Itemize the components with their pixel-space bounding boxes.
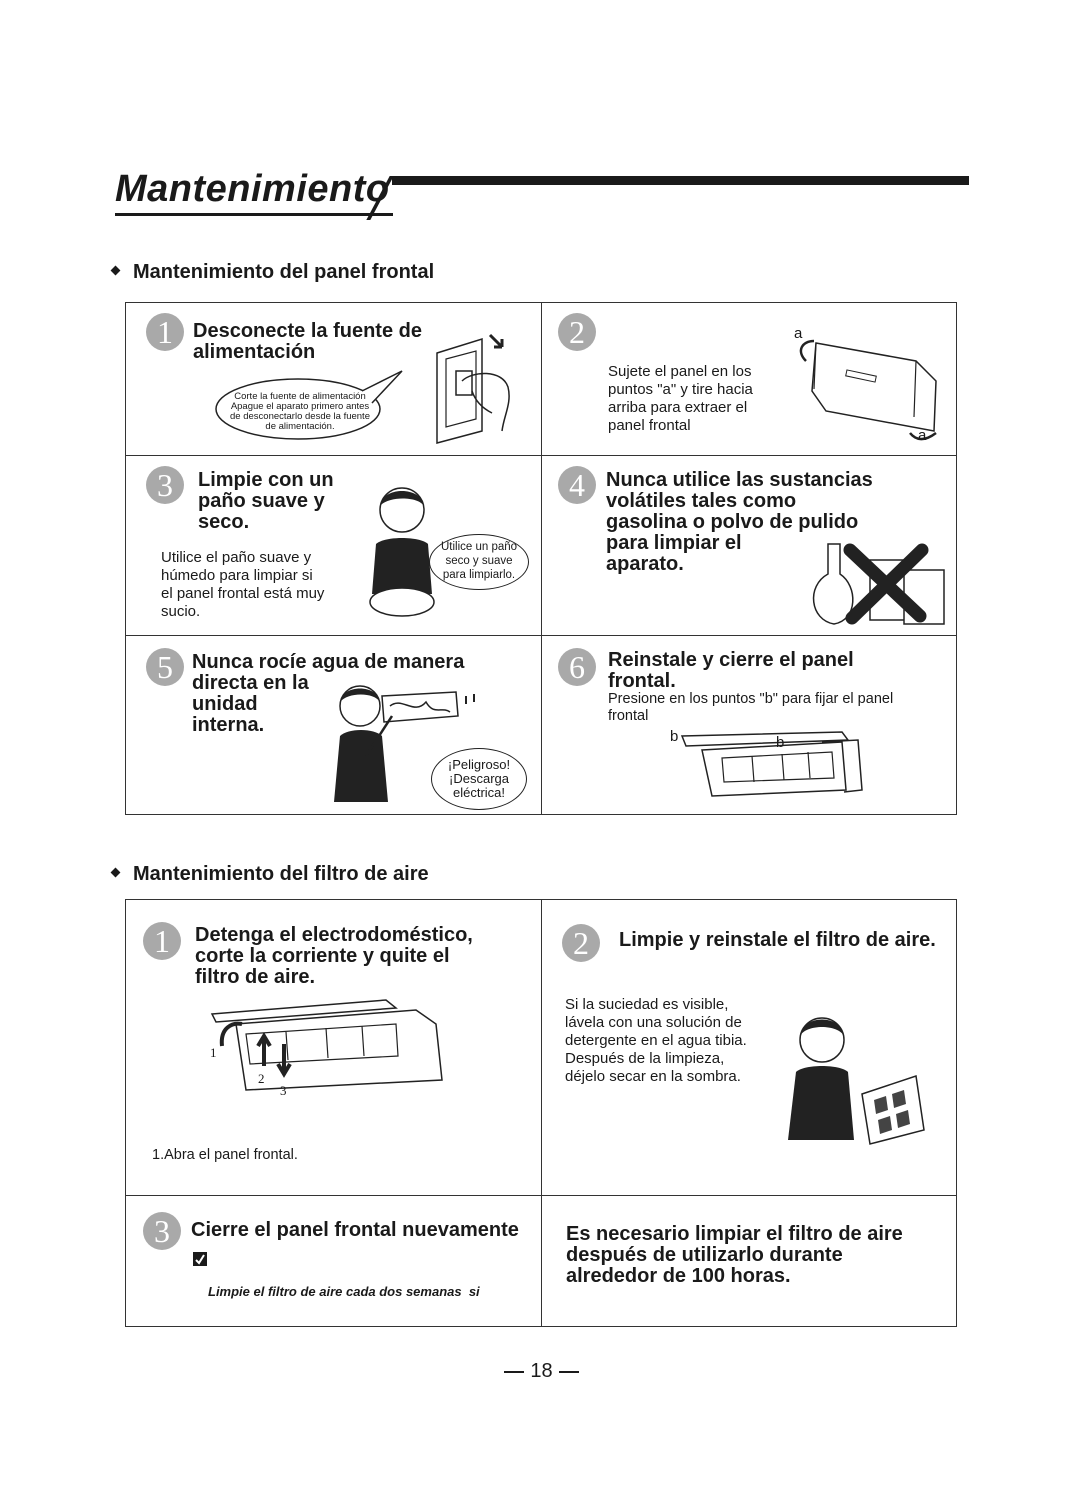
step-title: Limpie y reinstale el filtro de aire. [619,929,936,951]
power-outlet-hand-icon [432,331,532,451]
step-number: 3 [146,466,184,504]
front-step-5 [125,635,542,815]
title-underline [115,213,393,216]
bullet-icon [111,868,121,878]
diagram-label-1: 1 [210,1045,217,1060]
page-title: Mantenimiento [115,168,390,210]
diagram-label-2: 2 [258,1071,265,1086]
step-title: Cierre el panel frontal nuevamente [191,1219,519,1241]
step-number: 2 [562,924,600,962]
step-number: 1 [146,313,184,351]
label-a-top: a [794,325,803,342]
label-b-right: b [776,734,785,751]
label-a-bottom: a [918,427,927,444]
filter-step-3 [125,1195,542,1327]
page-number [0,1360,1083,1383]
front-step-3 [125,455,542,636]
front-step-1 [125,302,542,456]
step-number: 2 [558,313,596,351]
step-title: Nunca rocíe agua de manera directa en la unidad interna. [192,651,465,736]
air-filter-grid [125,899,957,1327]
indoor-unit-open-icon [672,730,862,810]
diagram-label-3: 3 [280,1083,287,1098]
title-bar [392,176,969,185]
front-step-2 [541,302,957,456]
step-text: Utilice el paño suave y húmedo para limpiar si el panel frontal está muy sucio. [161,549,325,620]
step-title: Limpie con un paño suave y seco. [198,469,334,533]
chemical-flasks-crossed-icon [800,540,950,636]
page-number-text: 18 [530,1360,553,1382]
section-heading-air-filter [112,863,429,886]
step-title: Reinstale y cierre el panel frontal. [608,649,854,692]
bubble-text: Utilice un paño seco y suave para limpiarlo. [440,541,518,581]
note-check-icon [193,1252,207,1266]
step-text: Si la suciedad es visible, lávela con una solución de detergente en el agua tibia. Después de la limpieza, déjelo secar en la sombra. [565,996,747,1085]
step-instructions: 1.Abra el panel frontal. [152,1147,298,1163]
step-text: Es necesario limpiar el filtro de aire después de utilizarlo durante alrededor de 100 horas. [566,1223,903,1287]
filter-step-2 [541,899,957,1196]
bullet-icon [111,266,121,276]
step-text: Sujete el panel en los puntos "a" y tire hacia arriba para extraer el panel frontal [608,363,753,434]
step-title: Detenga el electrodoméstico, corte la corriente y quite el filtro de aire. [195,924,473,988]
step-number: 1 [143,922,181,960]
step-title: Nunca utilice las sustancias volátiles tales como gasolina o polvo de pulido para limpiar el aparato. [606,469,873,575]
filter-step-4 [541,1195,957,1327]
step-text: Presione en los puntos "b" para fijar el panel frontal [608,691,894,724]
front-step-6 [541,635,957,815]
step-note: Limpie el filtro de aire cada dos semanas si [208,1284,480,1299]
step-number: 6 [558,648,596,686]
filter-removal-diagram-icon [206,994,456,1104]
section-heading-text: Mantenimiento del filtro de aire [133,863,429,885]
section-heading-text: Mantenimiento del panel frontal [133,261,435,283]
front-step-4 [541,455,957,636]
label-b-left: b [670,728,679,745]
section-heading-front-panel [112,261,434,284]
filter-step-1 [125,899,542,1196]
step-number: 3 [143,1212,181,1250]
person-washing-filter-icon [774,1010,934,1160]
bubble-text: Corte la fuente de alimentación Apague el aparato primero antes de desconectarlo desde la fuente de alimentación. [230,391,370,432]
bubble-text: ¡Peligroso! ¡Descarga eléctrica! [447,757,511,800]
person-cleaning-icon [362,482,442,622]
step-number: 4 [558,466,596,504]
step-title: Desconecte la fuente de alimentación [193,320,422,363]
step-number: 5 [146,648,184,686]
front-panel-grid [125,302,957,815]
